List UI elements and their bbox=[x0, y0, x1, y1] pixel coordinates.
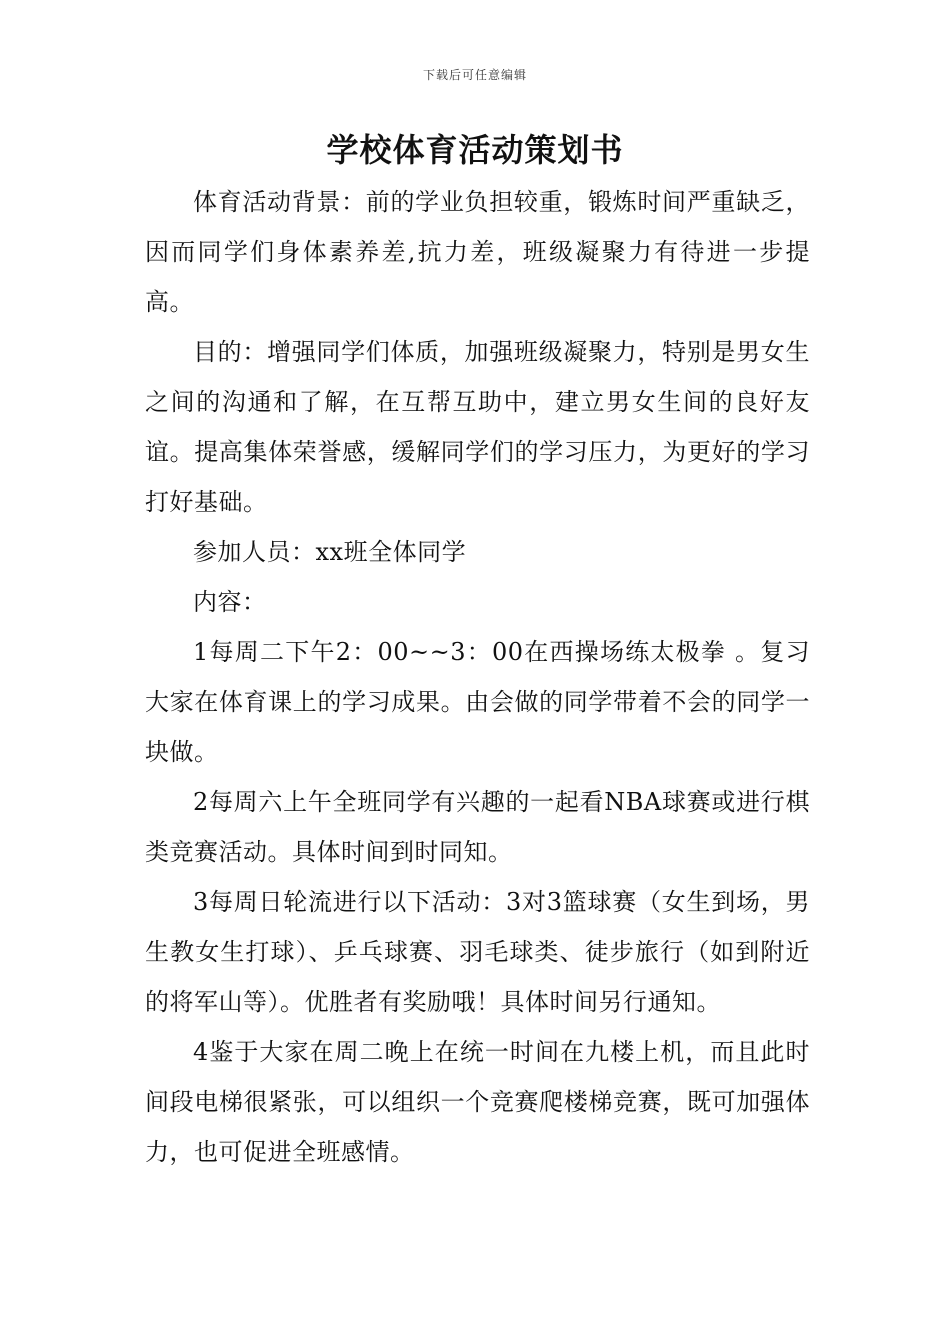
paragraph-purpose: 目的：增强同学们体质，加强班级凝聚力，特别是男女生之间的沟通和了解，在互帮互助中，建立男女生间的良好友谊。提高集体荣誉感，缓解同学们的学习压力，为更好的学习打好基础。 bbox=[145, 338, 810, 516]
paragraph-item-1: 1每周二下午2：00~~3：00在西操场练太极拳 。复习大家在体育课上的学习成果。由会做的同学带着不会的同学一块做。 bbox=[145, 638, 810, 766]
paragraph-item-3: 3每周日轮流进行以下活动：3对3篮球赛（女生到场，男生教女生打球）、乒乓球赛、羽毛球类、徒步旅行（如到附近的将军山等）。优胜者有奖励哦！具体时间另行通知。 bbox=[145, 888, 810, 1016]
paragraph-item-4: 4鉴于大家在周二晚上在统一时间在九楼上机，而且此时间段电梯很紧张，可以组织一个竞赛爬楼梯竞赛，既可加强体力，也可促进全班感情。 bbox=[145, 1038, 810, 1166]
paragraph-background: 体育活动背景：前的学业负担较重，锻炼时间严重缺乏，因而同学们身体素养差,抗力差，班级凝聚力有待进一步提高。 bbox=[145, 188, 810, 316]
paragraph-content-heading: 内容： bbox=[193, 588, 267, 616]
paragraph-participants: 参加人员：xx班全体同学 bbox=[193, 538, 467, 566]
header-note: 下载后可任意编辑 bbox=[422, 68, 527, 82]
document-body bbox=[145, 177, 810, 1177]
paragraph-item-2: 2每周六上午全班同学有兴趣的一起看NBA球赛或进行棋类竞赛活动。具体时间到时同知。 bbox=[145, 788, 810, 866]
document-title: 学校体育活动策划书 bbox=[326, 131, 624, 169]
